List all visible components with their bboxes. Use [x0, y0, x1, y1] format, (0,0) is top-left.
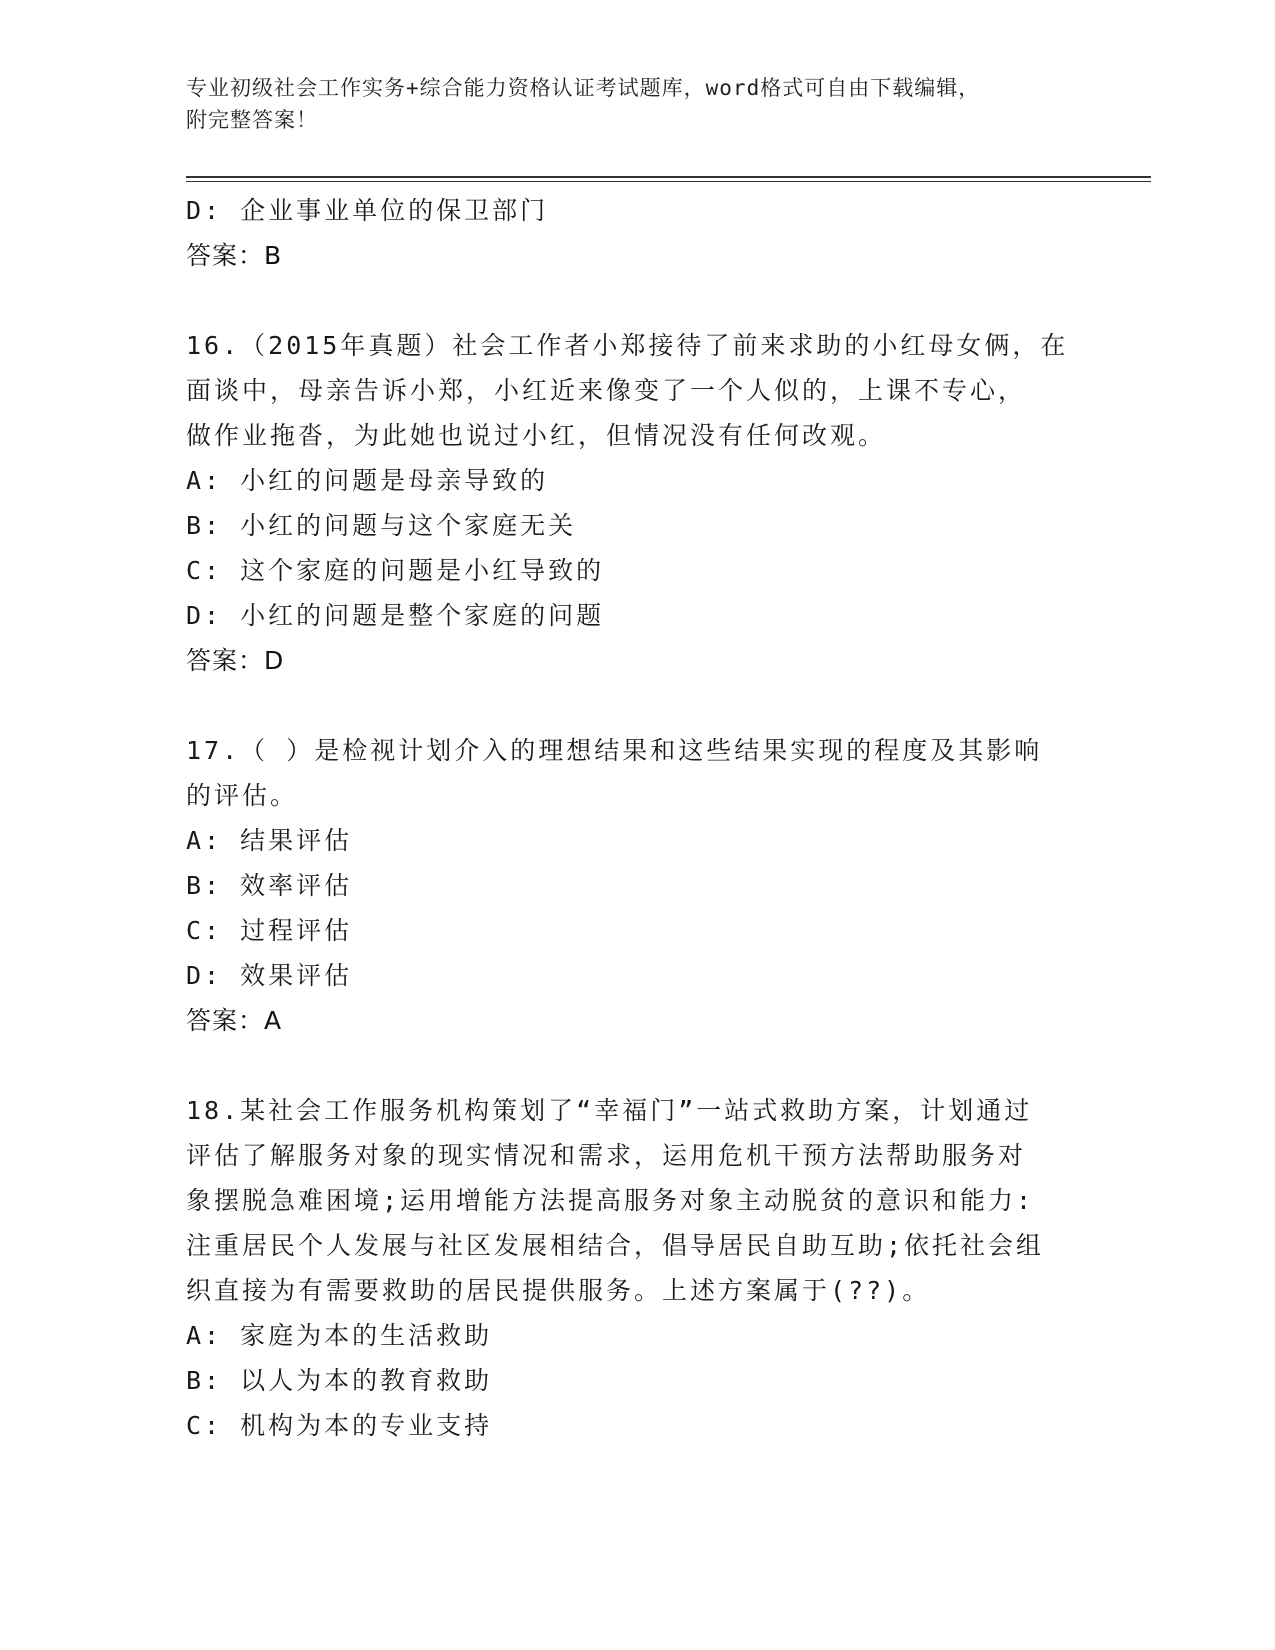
option-b: B: 以人为本的教育救助 [186, 1366, 493, 1395]
question-block [186, 728, 1126, 1043]
question-text: 评估了解服务对象的现实情况和需求，运用危机干预方法帮助服务对 [186, 1141, 1027, 1170]
option-d: D: 效果评估 [186, 961, 353, 990]
question-text: 17.（ ）是检视计划介入的理想结果和这些结果实现的程度及其影响 [186, 736, 1043, 765]
option-a: A: 家庭为本的生活救助 [186, 1321, 493, 1350]
answer-line: 答案：B [186, 241, 283, 270]
question-list [186, 188, 1126, 1448]
option-c: C: 机构为本的专业支持 [186, 1411, 493, 1440]
question-text: 做作业拖沓，为此她也说过小红，但情况没有任何改观。 [186, 421, 887, 450]
question-text: 注重居民个人发展与社区发展相结合，倡导居民自助互助;依托社会组 [186, 1231, 1045, 1260]
option-c: C: 过程评估 [186, 916, 353, 945]
option-a: A: 结果评估 [186, 826, 353, 855]
answer-line: 答案：A [186, 1006, 283, 1035]
question-text: 面谈中，母亲告诉小郑，小红近来像变了一个人似的，上课不专心， [186, 376, 1027, 405]
answer-line: 答案：D [186, 646, 285, 675]
page-header [186, 72, 1086, 136]
option-a: A: 小红的问题是母亲导致的 [186, 466, 549, 495]
question-text: 的评估。 [186, 781, 299, 810]
option-b: B: 小红的问题与这个家庭无关 [186, 511, 577, 540]
question-text: 16.（2015年真题）社会工作者小郑接待了前来求助的小红母女俩，在 [186, 331, 1069, 360]
option-d: D: 企业事业单位的保卫部门 [186, 196, 549, 225]
question-text: 18.某社会工作服务机构策划了“幸福门”一站式救助方案，计划通过 [186, 1096, 1033, 1125]
option-d: D: 小红的问题是整个家庭的问题 [186, 601, 605, 630]
option-b: B: 效率评估 [186, 871, 353, 900]
question-block [186, 323, 1126, 683]
question-text: 织直接为有需要救助的居民提供服务。上述方案属于(??)。 [186, 1276, 931, 1305]
question-block [186, 188, 1126, 278]
header-divider-thin [186, 181, 1151, 182]
header-divider [186, 176, 1151, 178]
question-block [186, 1088, 1126, 1448]
header-line: 附完整答案！ [186, 108, 318, 132]
header-line: 专业初级社会工作实务+综合能力资格认证考试题库，word格式可自由下载编辑， [186, 76, 981, 100]
option-c: C: 这个家庭的问题是小红导致的 [186, 556, 605, 585]
question-text: 象摆脱急难困境;运用增能方法提高服务对象主动脱贫的意识和能力: [186, 1186, 1035, 1215]
